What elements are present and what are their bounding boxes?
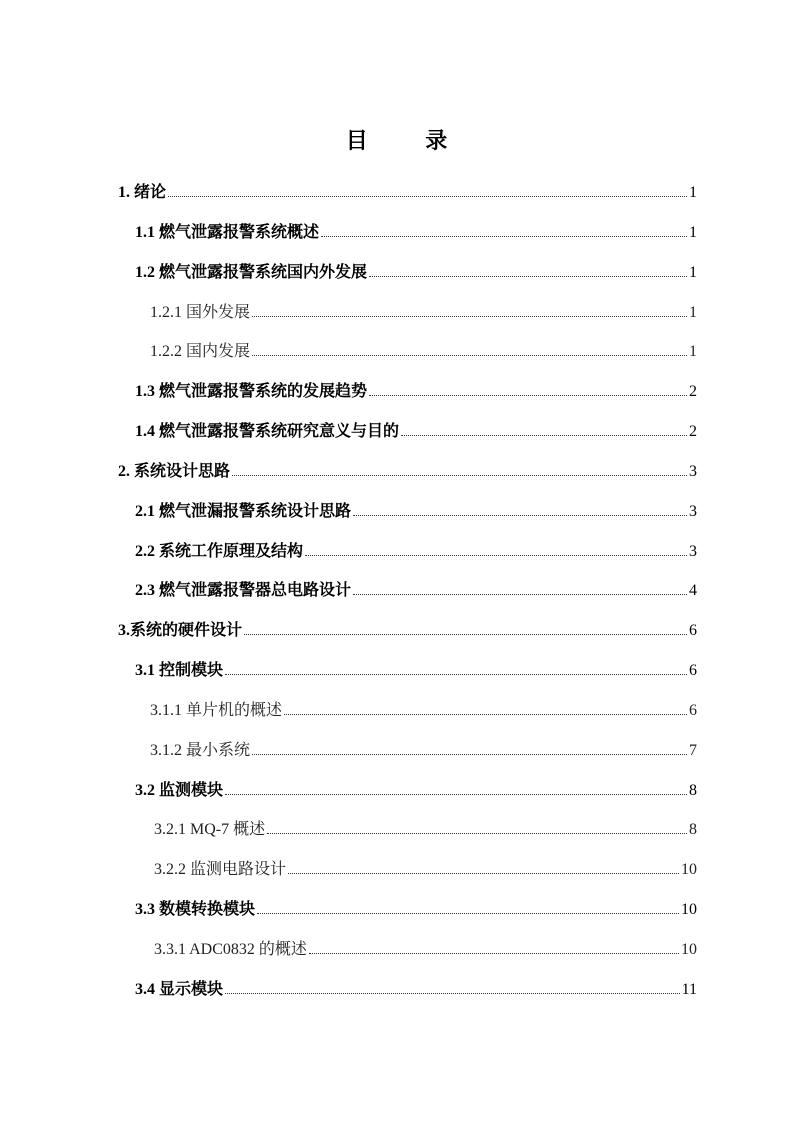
toc-entry[interactable] (135, 776, 697, 800)
toc-entry-label: 1.1 燃气泄露报警系统概述 (135, 224, 320, 241)
leader-dots (305, 555, 687, 556)
leader-dots (288, 873, 679, 874)
toc-entry[interactable] (118, 457, 697, 481)
toc-entry[interactable] (135, 975, 697, 999)
toc-entry[interactable] (135, 218, 697, 242)
toc-entry-page: 1 (689, 224, 697, 241)
toc-entry-page: 4 (689, 582, 697, 599)
toc-entry-label: 3.3 数模转换模块 (135, 901, 256, 918)
toc-entry[interactable] (135, 497, 697, 521)
toc-entry-label: 2.1 燃气泄漏报警系统设计思路 (135, 503, 352, 520)
leader-dots (353, 594, 687, 595)
toc-entry[interactable] (118, 616, 697, 640)
toc-entry[interactable] (154, 815, 697, 839)
page-title: 目 录 (345, 128, 474, 153)
toc-entry-page: 2 (689, 383, 697, 400)
leader-dots (257, 913, 679, 914)
leader-dots (309, 953, 679, 954)
toc-entry-label: 2. 系统设计思路 (118, 463, 231, 480)
leader-dots (225, 993, 680, 994)
toc-entry[interactable] (150, 736, 697, 760)
toc-entry-label: 1.2.2 国内发展 (150, 343, 251, 360)
toc-entry-label: 3.3.1 ADC0832 的概述 (154, 941, 307, 958)
toc-entry[interactable] (150, 337, 697, 361)
leader-dots (225, 794, 687, 795)
leader-dots (369, 395, 687, 396)
toc-entry-label: 3.1.1 单片机的概述 (150, 702, 283, 719)
toc-entry-page: 3 (689, 463, 697, 480)
toc-entry[interactable] (135, 656, 697, 680)
leader-dots (369, 276, 687, 277)
toc-entry-page: 1 (689, 264, 697, 281)
toc-entry[interactable] (118, 178, 697, 202)
toc-entry[interactable] (135, 895, 697, 919)
toc-entry-label: 3.2 监测模块 (135, 782, 224, 799)
toc-entry-label: 3.系统的硬件设计 (118, 622, 243, 639)
toc-entry[interactable] (135, 417, 697, 441)
toc-entry-label: 3.2.2 监测电路设计 (154, 861, 287, 878)
toc-entry-label: 3.1 控制模块 (135, 662, 224, 679)
toc-entry-page: 8 (689, 782, 697, 799)
toc-entry-label: 2.2 系统工作原理及结构 (135, 543, 304, 560)
toc-entry-page: 3 (689, 503, 697, 520)
toc-entry-page: 1 (689, 304, 697, 321)
toc-entry[interactable] (135, 258, 697, 282)
leader-dots (353, 515, 687, 516)
toc-entry-label: 3.4 显示模块 (135, 981, 224, 998)
leader-dots (252, 316, 687, 317)
toc-entry-page: 3 (689, 543, 697, 560)
toc-entry-page: 7 (689, 742, 697, 759)
leader-dots (244, 634, 687, 635)
toc-entry-page: 10 (681, 861, 697, 878)
toc-entry-label: 1.3 燃气泄露报警系统的发展趋势 (135, 383, 368, 400)
leader-dots (401, 435, 687, 436)
toc-entry[interactable] (150, 696, 697, 720)
leader-dots (267, 833, 687, 834)
toc-entry-page: 8 (689, 821, 697, 838)
leader-dots (321, 236, 687, 237)
toc-entry-label: 3.2.1 MQ-7 概述 (154, 821, 266, 838)
toc-entry-page: 6 (689, 702, 697, 719)
toc-entry-label: 1.4 燃气泄露报警系统研究意义与目的 (135, 423, 400, 440)
toc-entry[interactable] (154, 935, 697, 959)
toc-entry-label: 2.3 燃气泄露报警器总电路设计 (135, 582, 352, 599)
leader-dots (252, 754, 687, 755)
leader-dots (225, 674, 687, 675)
toc-entry-page: 1 (689, 343, 697, 360)
toc-entry-page: 1 (689, 184, 697, 201)
toc-entry[interactable] (154, 855, 697, 879)
toc-entry-label: 1.2 燃气泄露报警系统国内外发展 (135, 264, 368, 281)
toc-entry[interactable] (135, 377, 697, 401)
toc-entry[interactable] (150, 298, 697, 322)
toc-entry-page: 10 (681, 901, 697, 918)
leader-dots (232, 475, 687, 476)
leader-dots (252, 355, 687, 356)
toc-entry-label: 3.1.2 最小系统 (150, 742, 251, 759)
toc-entry-page: 10 (681, 941, 697, 958)
toc-entry-page: 11 (681, 981, 697, 998)
toc-entry[interactable] (135, 576, 697, 600)
toc-entry[interactable] (135, 537, 697, 561)
toc-entry-label: 1. 绪论 (118, 184, 167, 201)
toc-entry-page: 6 (689, 622, 697, 639)
leader-dots (168, 196, 687, 197)
toc-entry-page: 2 (689, 423, 697, 440)
toc-entry-page: 6 (689, 662, 697, 679)
leader-dots (284, 714, 687, 715)
toc-entry-label: 1.2.1 国外发展 (150, 304, 251, 321)
